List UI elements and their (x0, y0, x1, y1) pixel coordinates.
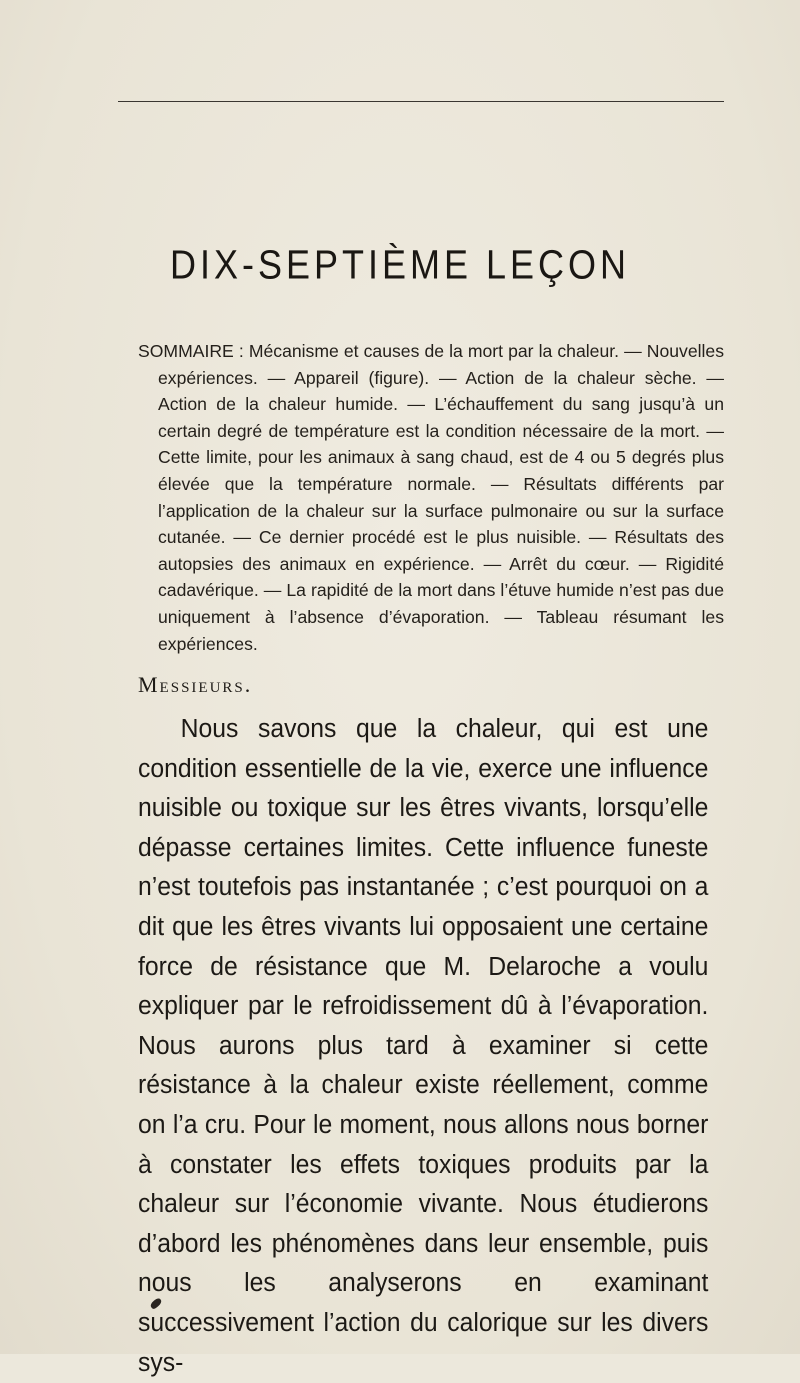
chapter-title: DIX-SEPTIÈME LEÇON (169, 241, 631, 288)
summary-paragraph (138, 338, 724, 657)
salutation: Messieurs. (138, 672, 253, 697)
summary-text: Mécanisme et causes de la mort par la chaleur. — Nouvelles expériences. — Appareil (figure). — Action de la chaleur sèche. — Action de la chaleur humide. — L’échauffement du sang jusqu’à un certain degré de température est la condition nécessaire de la mort. — Cette limite, pour les animaux à sang chaud, est de 4 ou 5 degrés plus élevée que la température normale. — Résultats différents par l’application de la chaleur sur la surface pulmonaire ou sur la surface cutanée. — Ce dernier procédé est le plus nuisible. — Résultats des autopsies des animaux en expérience. — Arrêt du cœur. — Rigidité cadavérique. — La rapidité de la mort dans l’étuve humide n’est pas due uniquement à l’absence d’évaporation. — Tableau résumant les expériences. (158, 341, 725, 654)
summary-label: SOMMAIRE : (138, 341, 244, 361)
body-paragraph: Nous savons que la chaleur, qui est une condition essentielle de la vie, exerce une influence nuisible ou toxique sur les êtres vivants, lorsqu’elle dépasse certaines limites. Cette influence funeste n’est toutefois pas instantanée ; c’est pourquoi on a dit que les êtres vivants lui opposaient une certaine force de résistance que M. Delaroche a voulu expliquer par le refroidissement dû à l’évaporation. Nous aurons plus tard à examiner si cette résistance à la chaleur existe réellement, comme on l’a cru. Pour le moment, nous allons nous borner à constater les effets toxiques produits par la chaleur sur l’économie vivante. Nous étudierons d’abord les phénomènes dans leur ensemble, puis nous les analyserons en examinant successivement l’action du calorique sur les divers sys- (138, 715, 709, 1377)
top-rule (118, 101, 724, 102)
